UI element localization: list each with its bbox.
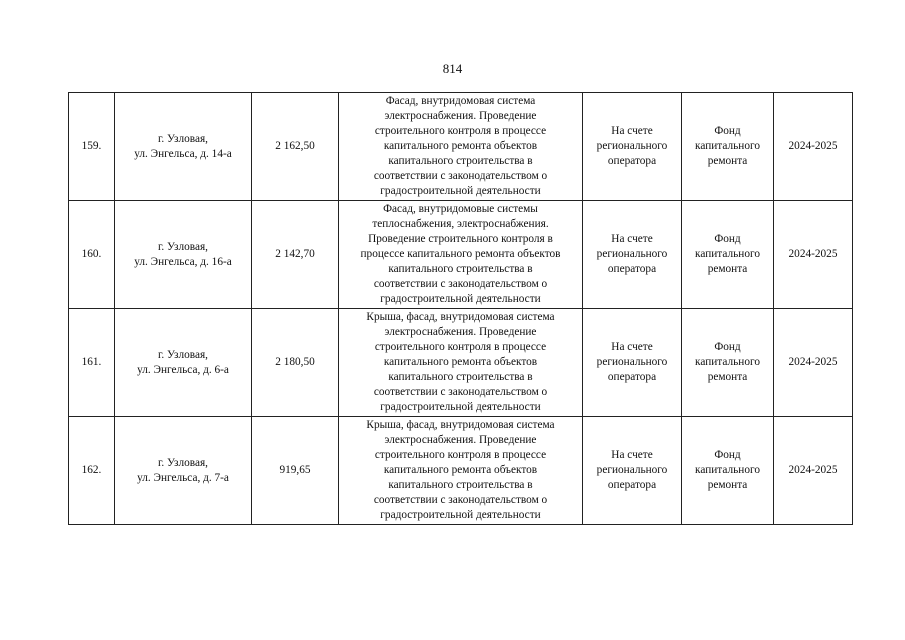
cost-cell	[252, 309, 339, 417]
payment-line: оператора	[607, 479, 657, 491]
fund-line: капитального	[695, 248, 760, 260]
fund-cell	[682, 93, 774, 201]
row-number: 161.	[81, 356, 102, 368]
works-line: Крыша, фасад, внутридомовая система	[366, 419, 555, 431]
works-line: Крыша, фасад, внутридомовая система	[366, 311, 555, 323]
row-number-cell	[69, 201, 115, 309]
payment-cell	[583, 417, 682, 525]
table-row	[69, 309, 853, 417]
works-line: капитального строительства в	[388, 479, 533, 491]
period-value: 2024-2025	[788, 356, 838, 368]
period-cell	[774, 417, 853, 525]
works-line: капитального строительства в	[388, 371, 533, 383]
period-value: 2024-2025	[788, 464, 838, 476]
fund-line: капитального	[695, 464, 760, 476]
address-street: ул. Энгельса, д. 6-а	[137, 363, 229, 376]
works-line: градостроительной деятельности	[380, 509, 541, 521]
address-city: г. Узловая,	[158, 132, 208, 145]
payment-cell	[583, 309, 682, 417]
payment-line: регионального	[596, 140, 668, 152]
works-line: Фасад, внутридомовые системы	[383, 203, 538, 215]
period-value: 2024-2025	[788, 140, 838, 152]
works-line: соответствии с законодательством о	[373, 278, 548, 290]
row-number-cell	[69, 309, 115, 417]
payment-line: На счете	[611, 125, 653, 137]
cost-value: 2 180,50	[275, 356, 315, 368]
fund-line: ремонта	[707, 479, 748, 491]
payment-line: На счете	[611, 341, 653, 353]
address-city: г. Узловая,	[158, 240, 208, 253]
works-line: соответствии с законодательством о	[373, 170, 548, 182]
works-description-cell	[339, 309, 583, 417]
works-line: электроснабжения. Проведение	[384, 434, 537, 446]
works-description-cell	[339, 93, 583, 201]
works-line: градостроительной деятельности	[380, 185, 541, 197]
payment-cell	[583, 93, 682, 201]
period-cell	[774, 201, 853, 309]
works-description-cell	[339, 417, 583, 525]
payment-line: На счете	[611, 233, 653, 245]
fund-line: ремонта	[707, 263, 748, 275]
fund-cell	[682, 201, 774, 309]
fund-line: ремонта	[707, 371, 748, 383]
payment-line: регионального	[596, 464, 668, 476]
works-line: капитального строительства в	[388, 263, 533, 275]
payment-line: На счете	[611, 449, 653, 461]
payment-line: регионального	[596, 356, 668, 368]
payment-line: оператора	[607, 155, 657, 167]
address-city: г. Узловая,	[158, 348, 208, 361]
payment-cell	[583, 201, 682, 309]
works-line: соответствии с законодательством о	[373, 386, 548, 398]
cost-value: 2 162,50	[275, 140, 315, 152]
fund-line: Фонд	[714, 125, 741, 137]
row-number: 160.	[81, 248, 102, 260]
works-description-cell	[339, 201, 583, 309]
works-line: Проведение строительного контроля в	[368, 233, 553, 245]
period-value: 2024-2025	[788, 248, 838, 260]
fund-line: Фонд	[714, 449, 741, 461]
works-line: соответствии с законодательством о	[373, 494, 548, 506]
works-line: капитального ремонта объектов	[383, 356, 538, 368]
address-cell	[115, 417, 252, 525]
works-line: градостроительной деятельности	[380, 401, 541, 413]
works-line: электроснабжения. Проведение	[384, 110, 537, 122]
works-line: капитального ремонта объектов	[383, 464, 538, 476]
fund-line: Фонд	[714, 341, 741, 353]
cost-cell	[252, 201, 339, 309]
fund-cell	[682, 309, 774, 417]
payment-line: оператора	[607, 263, 657, 275]
period-cell	[774, 309, 853, 417]
table-row	[69, 201, 853, 309]
works-line: теплоснабжения, электроснабжения.	[372, 218, 549, 230]
works-line: Фасад, внутридомовая система	[385, 95, 536, 107]
page-number: 814	[442, 61, 463, 76]
cost-value: 2 142,70	[275, 248, 315, 260]
payment-line: регионального	[596, 248, 668, 260]
cost-cell	[252, 93, 339, 201]
row-number: 162.	[81, 464, 102, 476]
works-line: капитального ремонта объектов	[383, 140, 538, 152]
fund-line: капитального	[695, 356, 760, 368]
address-cell	[115, 309, 252, 417]
period-cell	[774, 93, 853, 201]
cost-cell	[252, 417, 339, 525]
table-row	[69, 417, 853, 525]
row-number-cell	[69, 417, 115, 525]
fund-line: ремонта	[707, 155, 748, 167]
address-street: ул. Энгельса, д. 7-а	[137, 471, 229, 484]
row-number-cell	[69, 93, 115, 201]
works-line: электроснабжения. Проведение	[384, 326, 537, 338]
address-cell	[115, 201, 252, 309]
cost-value: 919,65	[279, 464, 311, 476]
table-row	[69, 93, 853, 201]
fund-line: капитального	[695, 140, 760, 152]
works-line: градостроительной деятельности	[380, 293, 541, 305]
row-number: 159.	[81, 140, 102, 152]
works-line: капитального строительства в	[388, 155, 533, 167]
works-line: строительного контроля в процессе	[374, 125, 547, 137]
repair-works-table	[68, 92, 853, 525]
address-city: г. Узловая,	[158, 456, 208, 469]
works-line: строительного контроля в процессе	[374, 341, 547, 353]
fund-line: Фонд	[714, 233, 741, 245]
fund-cell	[682, 417, 774, 525]
payment-line: оператора	[607, 371, 657, 383]
address-street: ул. Энгельса, д. 16-а	[134, 255, 232, 268]
address-cell	[115, 93, 252, 201]
address-street: ул. Энгельса, д. 14-а	[134, 147, 232, 160]
works-line: процессе капитального ремонта объектов	[360, 248, 561, 260]
works-line: строительного контроля в процессе	[374, 449, 547, 461]
